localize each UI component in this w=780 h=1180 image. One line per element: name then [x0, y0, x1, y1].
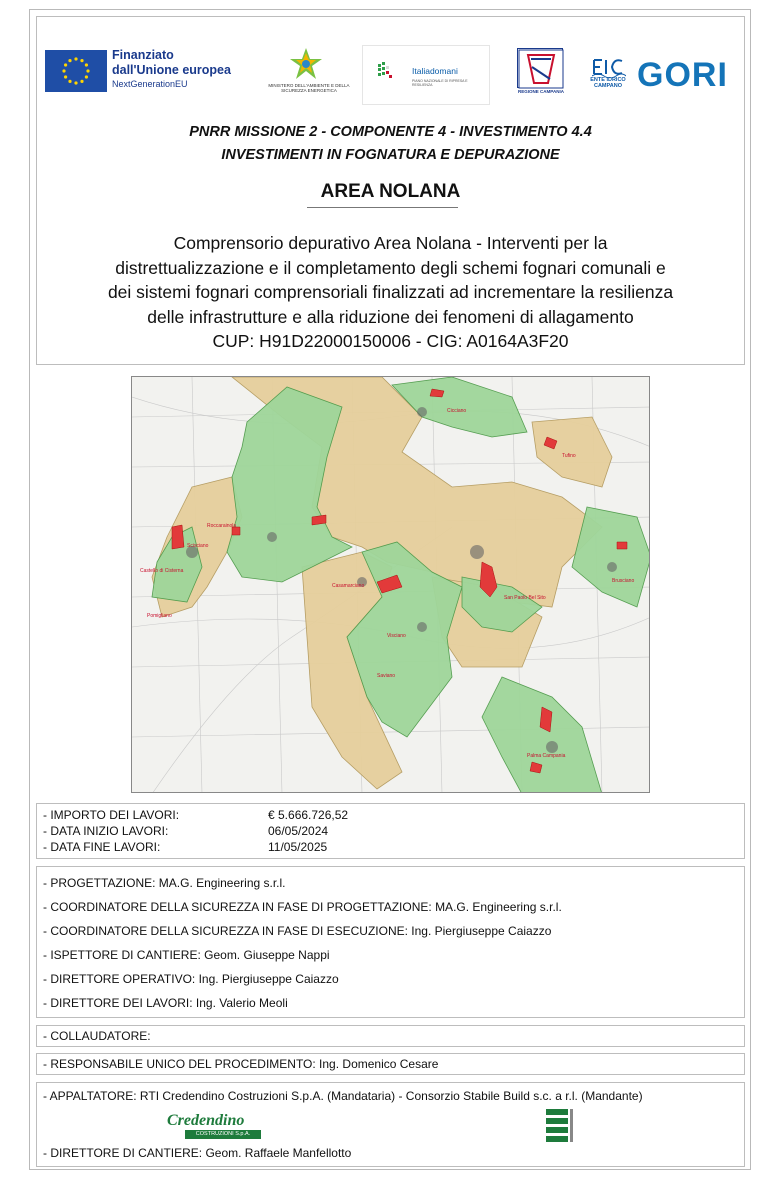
ministero-label: MINISTERO DELL'AMBIENTE E DELLA SICUREZZA ENERGETICA: [268, 83, 350, 93]
italiadomani-title: Italiadomani: [412, 66, 458, 76]
map-label: Casamarciano: [332, 583, 365, 589]
progettazione: - PROGETTAZIONE: MA.G. Engineering s.r.l.: [43, 876, 286, 890]
regione-campania-label: REGIONE CAMPANIA: [518, 89, 564, 94]
description-line: distrettualizzazione e il completamento degli schemi fognari comunali e: [115, 257, 666, 278]
map-label: Saviano: [377, 673, 396, 679]
data-fine-value: 11/05/2025: [268, 840, 328, 854]
rup-box: [36, 1053, 745, 1075]
map-label: San Paolo Bel Sito: [504, 595, 546, 601]
ministero-star-icon: [289, 47, 323, 81]
credendino-subtitle: COSTRUZIONI S.p.A.: [185, 1130, 261, 1139]
eic-logo-icon: [592, 56, 626, 78]
lavori-box: [36, 803, 745, 859]
data-fine-label: - DATA FINE LAVORI:: [43, 840, 161, 854]
eu-flag-icon: [45, 50, 107, 92]
direttore-cantiere: - DIRETTORE DI CANTIERE: Geom. Raffaele Manfellotto: [43, 1146, 352, 1160]
gori-logo: GORI: [637, 56, 728, 94]
direttore-operativo: - DIRETTORE OPERATIVO: Ing. Piergiuseppe Caiazzo: [43, 972, 339, 986]
map-label: Palma Campania: [527, 753, 566, 759]
data-inizio-value: 06/05/2024: [268, 824, 329, 838]
italiadomani-logo: [362, 45, 490, 105]
map-label: Castello di Cisterna: [140, 568, 184, 574]
coordinatore-progettazione: - COORDINATORE DELLA SICUREZZA IN FASE DI PROGETTAZIONE: MA.G. Engineering s.r.l.: [43, 900, 562, 914]
eu-text: Finanziato dall'Unione europea: [112, 48, 231, 77]
area-title: AREA NOLANA: [320, 181, 461, 202]
italiadomani-flag-icon: [378, 62, 392, 82]
appaltatore: - APPALTATORE: RTI Credendino Costruzioni S.p.A. (Mandataria) - Consorzio Stabile Build s.c. a r.l. (Mandante): [43, 1089, 643, 1103]
italiadomani-subtitle: PIANO NAZIONALE DI RIPRESA E RESILIENZA: [412, 79, 468, 87]
logo-row: [37, 17, 744, 117]
area-underline: [307, 207, 458, 208]
appaltatore-box: [36, 1082, 745, 1167]
title-line-2: INVESTIMENTI IN FOGNATURA E DEPURAZIONE: [221, 147, 560, 163]
coordinatore-esecuzione: - COORDINATORE DELLA SICUREZZA IN FASE DI ESECUZIONE: Ing. Piergiuseppe Caiazzo: [43, 924, 552, 938]
header-panel: [36, 16, 745, 365]
collaudatore: - COLLAUDATORE:: [43, 1029, 151, 1043]
map-label: Brusciano: [612, 578, 635, 584]
cup-cig-line: CUP: H91D22000150006 - CIG: A0164A3F20: [212, 331, 569, 351]
regione-campania-emblem-icon: [517, 48, 563, 88]
project-map: [131, 376, 650, 793]
title-line-1: PNRR MISSIONE 2 - COMPONENTE 4 - INVESTIMENTO 4.4: [189, 124, 592, 140]
map-label: Pomigliano: [147, 613, 172, 619]
map-label: Roccarainola: [207, 523, 237, 529]
rup: - RESPONSABILE UNICO DEL PROCEDIMENTO: Ing. Domenico Cesare: [43, 1057, 439, 1071]
importo-value: € 5.666.726,52: [268, 808, 349, 822]
direttore-lavori: - DIRETTORE DEI LAVORI: Ing. Valerio Meoli: [43, 996, 288, 1010]
map-label: Cicciano: [447, 408, 467, 414]
map-label: Visciano: [387, 633, 406, 639]
data-inizio-label: - DATA INIZIO LAVORI:: [43, 824, 169, 838]
project-description: [37, 231, 744, 354]
description-line: Comprensorio depurativo Area Nolana - Interventi per la: [173, 233, 608, 253]
ruoli-box: [36, 866, 745, 1018]
map-label: Tufino: [562, 453, 576, 459]
map-label: Scisciano: [187, 543, 209, 549]
collaudatore-box: [36, 1025, 745, 1047]
description-line: delle infrastrutture e alla riduzione dei fenomeni di allagamento: [147, 306, 634, 327]
build-logo-icon: [545, 1107, 575, 1145]
description-line: dei sistemi fognari comprensoriali finalizzati ad incrementare la resilienza: [107, 282, 674, 302]
credendino-logo: [165, 1112, 263, 1142]
importo-label: - IMPORTO DEI LAVORI:: [43, 808, 180, 822]
eu-next-gen: NextGenerationEU: [112, 79, 188, 89]
eic-label: ENTE IDRICO CAMPANO: [590, 77, 626, 89]
credendino-name: Credendino: [167, 1112, 245, 1129]
map-svg: [132, 377, 650, 793]
ispettore-cantiere: - ISPETTORE DI CANTIERE: Geom. Giuseppe Nappi: [43, 948, 330, 962]
